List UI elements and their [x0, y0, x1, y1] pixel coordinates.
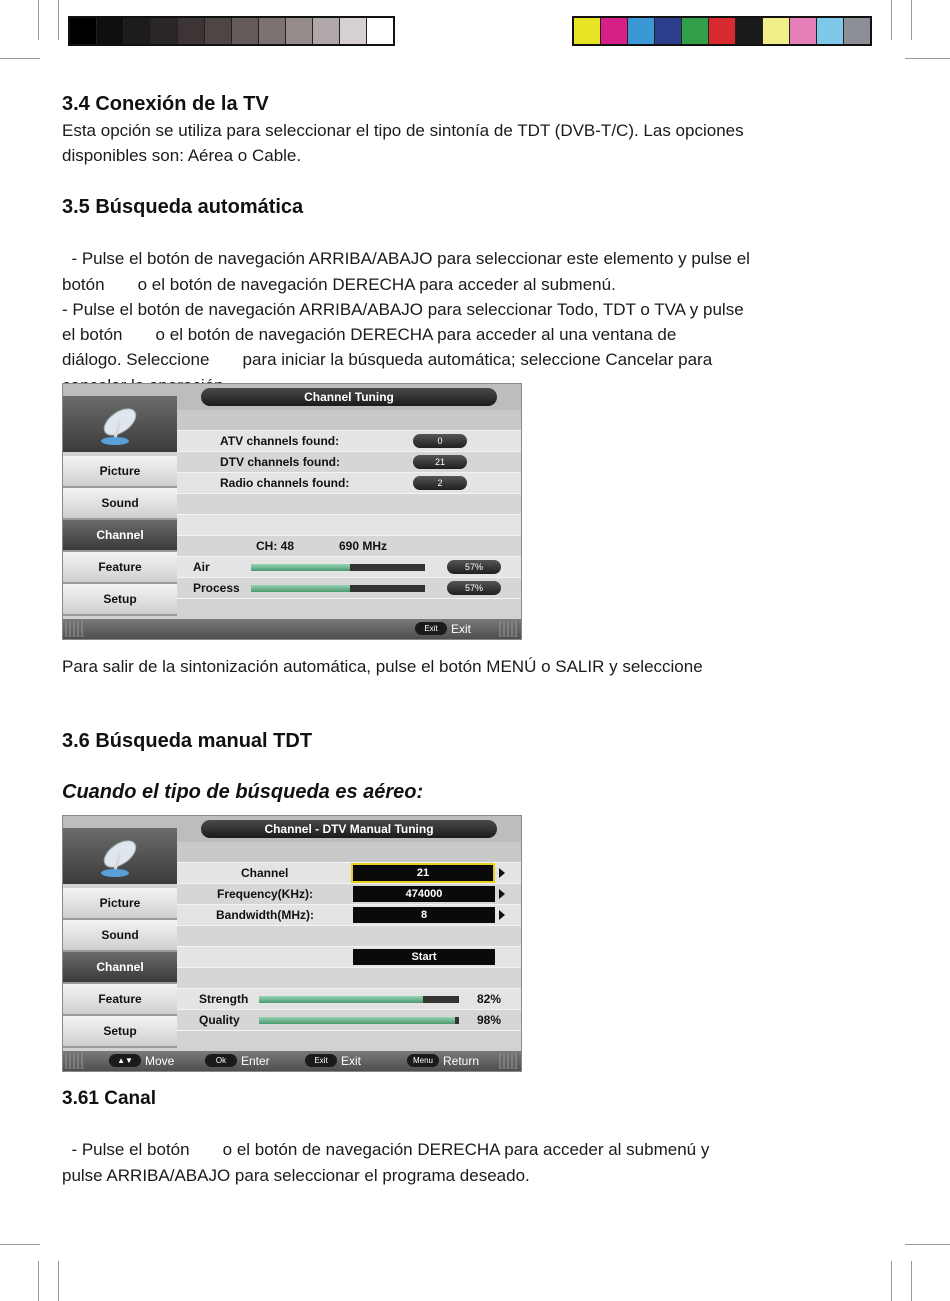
satellite-dish-icon — [63, 828, 177, 884]
color-swatch — [313, 18, 340, 44]
paragraph: Esta opción se utiliza para seleccionar el tipo de sintonía de TDT (DVB-T/C). Las opciones disponibles son: Aérea o Cable. — [62, 121, 744, 166]
color-swatch — [601, 18, 628, 44]
radio-row — [177, 473, 521, 494]
color-swatch — [736, 18, 763, 44]
sidebar-item-setup[interactable]: Setup — [63, 1016, 177, 1048]
color-swatch — [340, 18, 367, 44]
move-key[interactable]: ▲▼ — [109, 1054, 141, 1067]
dtv-value: 21 — [413, 455, 467, 469]
menu-sidebar — [63, 456, 177, 616]
color-swatch — [763, 18, 790, 44]
menu-content — [177, 410, 521, 599]
strength-label: Strength — [199, 992, 249, 1006]
crop-mark — [911, 1261, 912, 1301]
color-swatch — [232, 18, 259, 44]
color-swatch — [259, 18, 286, 44]
exit-text: Exit — [451, 622, 472, 636]
dtv-row — [177, 452, 521, 473]
frequency-value[interactable]: 474000 — [353, 886, 495, 902]
move-text: Move — [145, 1054, 175, 1068]
quality-row — [177, 1010, 521, 1031]
section-title: 3.5 Búsqueda automática — [62, 196, 304, 218]
arrow-right-icon[interactable] — [499, 910, 505, 920]
sidebar-item-picture[interactable]: Picture — [63, 456, 177, 488]
color-swatch — [655, 18, 682, 44]
process-progress-bar — [251, 585, 425, 592]
atv-label: ATV channels found: — [220, 434, 340, 448]
start-button[interactable]: Start — [353, 949, 495, 965]
section-title: 3.4 Conexión de la TV — [62, 93, 269, 115]
air-row — [177, 557, 521, 578]
quality-label: Quality — [199, 1013, 240, 1027]
menu-sidebar — [63, 888, 177, 1048]
color-swatch — [178, 18, 205, 44]
color-swatch — [844, 18, 870, 44]
exit-key[interactable]: Exit — [415, 622, 447, 635]
sidebar-item-feature[interactable]: Feature — [63, 552, 177, 584]
start-row — [177, 947, 521, 968]
color-calibration-bar — [572, 16, 872, 46]
frequency-row[interactable] — [177, 884, 521, 905]
crop-mark — [911, 0, 912, 40]
color-swatch — [124, 18, 151, 44]
channel-value[interactable]: 21 — [351, 863, 495, 883]
exit-text: Exit — [341, 1054, 362, 1068]
section-title: 3.61 Canal — [62, 1088, 156, 1109]
color-swatch — [367, 18, 393, 44]
grayscale-calibration-bar — [68, 16, 395, 46]
section-title: 3.6 Búsqueda manual TDT — [62, 730, 313, 752]
color-swatch — [628, 18, 655, 44]
sidebar-item-sound[interactable]: Sound — [63, 920, 177, 952]
menu-footer — [63, 1051, 521, 1071]
frequency-value: 690 MHz — [339, 539, 388, 553]
strength-row — [177, 989, 521, 1010]
frequency-row — [177, 536, 521, 557]
color-swatch — [790, 18, 817, 44]
color-swatch — [97, 18, 124, 44]
sidebar-item-sound[interactable]: Sound — [63, 488, 177, 520]
color-swatch — [574, 18, 601, 44]
strength-percent: 82% — [477, 992, 502, 1006]
crop-mark — [58, 1261, 59, 1301]
radio-value: 2 — [413, 476, 467, 490]
menu-footer — [63, 619, 521, 639]
menu-content — [177, 842, 521, 1031]
sidebar-item-feature[interactable]: Feature — [63, 984, 177, 1016]
crop-mark — [891, 1261, 892, 1301]
radio-label: Radio channels found: — [220, 476, 350, 490]
process-row — [177, 578, 521, 599]
crop-mark — [905, 1244, 950, 1245]
sidebar-item-picture[interactable]: Picture — [63, 888, 177, 920]
paragraph: - Pulse el botón o el botón de navegación DERECHA para acceder al submenú y pulse ARRIBA/ABAJO para seleccionar el programa deseado. — [62, 1140, 710, 1185]
paragraph: Para salir de la sintonización automática, pulse el botón MENÚ o SALIR y seleccione — [62, 657, 703, 676]
exit-key[interactable]: Exit — [305, 1054, 337, 1067]
crop-mark — [58, 0, 59, 40]
return-text: Return — [443, 1054, 480, 1068]
channel-label: Channel — [241, 866, 289, 880]
arrow-right-icon[interactable] — [499, 868, 505, 878]
color-swatch — [70, 18, 97, 44]
crop-mark — [0, 1244, 40, 1245]
air-percent: 57% — [447, 560, 501, 574]
menu-key[interactable]: Menu — [407, 1054, 439, 1067]
channel-number: CH: 48 — [256, 539, 295, 553]
channel-tuning-menu — [62, 383, 522, 640]
color-swatch — [151, 18, 178, 44]
sidebar-item-channel[interactable]: Channel — [63, 520, 177, 552]
sidebar-item-channel[interactable]: Channel — [63, 952, 177, 984]
satellite-dish-icon — [63, 396, 177, 452]
menu-title: Channel - DTV Manual Tuning — [201, 820, 497, 838]
quality-meter — [259, 1017, 459, 1024]
section-subtitle: Cuando el tipo de búsqueda es aéreo: — [62, 781, 424, 803]
menu-title: Channel Tuning — [201, 388, 497, 406]
color-swatch — [817, 18, 844, 44]
process-percent: 57% — [447, 581, 501, 595]
strength-meter — [259, 996, 459, 1003]
arrow-right-icon[interactable] — [499, 889, 505, 899]
paragraph: - Pulse el botón de navegación ARRIBA/ABAJO para seleccionar este elemento y pulse el botón o el botón de navegación DERECHA para acceder al submenú. - Pulse el botón de navegación ARRIBA/ABAJO para seleccionar Todo, TDT o TVA y pulse el botón o el botón de navegación DERECHA para acceder al una ventana de diálogo. Seleccione para iniciar la búsqueda automática; seleccione Cancelar para — [62, 249, 750, 370]
frequency-label: Frequency(KHz): — [217, 887, 314, 901]
enter-text: Enter — [241, 1054, 270, 1068]
quality-percent: 98% — [477, 1013, 502, 1027]
enter-key[interactable]: Ok — [205, 1054, 237, 1067]
crop-mark — [891, 0, 892, 40]
atv-row — [177, 431, 521, 452]
color-swatch — [709, 18, 736, 44]
crop-mark — [905, 58, 950, 59]
color-swatch — [205, 18, 232, 44]
sidebar-item-setup[interactable]: Setup — [63, 584, 177, 616]
color-swatch — [286, 18, 313, 44]
atv-value: 0 — [413, 434, 467, 448]
channel-row[interactable] — [177, 863, 521, 884]
crop-mark — [0, 58, 40, 59]
process-label: Process — [193, 581, 240, 595]
bandwidth-value[interactable]: 8 — [353, 907, 495, 923]
dtv-manual-tuning-menu — [62, 815, 522, 1072]
color-swatch — [682, 18, 709, 44]
crop-mark — [38, 1261, 39, 1301]
bandwidth-label: Bandwidth(MHz): — [216, 908, 314, 922]
air-label: Air — [193, 560, 210, 574]
dtv-label: DTV channels found: — [220, 455, 340, 469]
crop-mark — [38, 0, 39, 40]
bandwidth-row[interactable] — [177, 905, 521, 926]
air-progress-bar — [251, 564, 425, 571]
